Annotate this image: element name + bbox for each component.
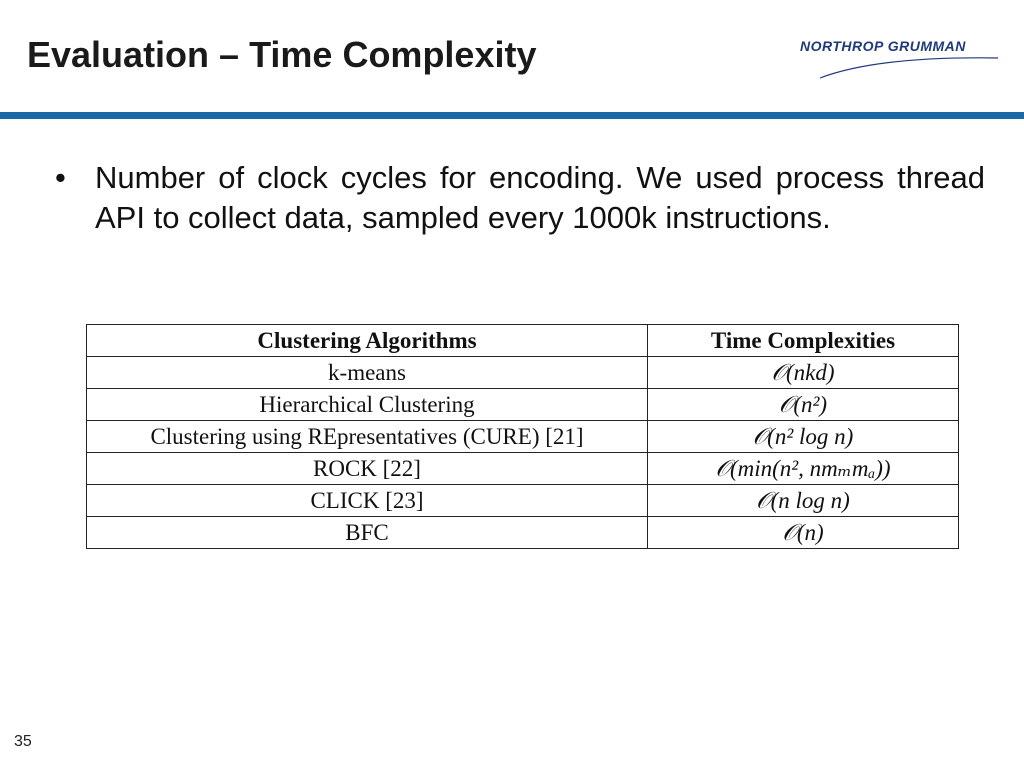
table-header-row	[87, 325, 959, 357]
title-divider	[0, 112, 1024, 119]
algorithm-cell: Hierarchical Clustering	[87, 389, 648, 421]
northrop-grumman-logo	[798, 36, 1004, 86]
table-row	[87, 421, 959, 453]
table-row	[87, 517, 959, 549]
table-row	[87, 357, 959, 389]
complexity-cell: 𝒪(n²)	[648, 389, 959, 421]
algorithm-cell: BFC	[87, 517, 648, 549]
complexity-table	[86, 324, 959, 549]
header-complexities: Time Complexities	[648, 325, 959, 357]
header-algorithms: Clustering Algorithms	[87, 325, 648, 357]
algorithm-cell: k-means	[87, 357, 648, 389]
complexity-cell: 𝒪(n)	[648, 517, 959, 549]
algorithm-cell: ROCK [22]	[87, 453, 648, 485]
logo-wordmark: NORTHROP GRUMMAN	[800, 38, 966, 54]
algorithm-cell: CLICK [23]	[87, 485, 648, 517]
complexity-cell: 𝒪(nkd)	[648, 357, 959, 389]
slide-title: Evaluation – Time Complexity	[27, 34, 537, 75]
complexity-cell: 𝒪(n log n)	[648, 485, 959, 517]
table-row	[87, 453, 959, 485]
complexity-cell: 𝒪(min(n², nmₘmₐ))	[648, 453, 959, 485]
bullet-marker: •	[55, 160, 66, 195]
logo-swoosh-icon	[798, 36, 1004, 86]
table-row	[87, 485, 959, 517]
complexity-cell: 𝒪(n² log n)	[648, 421, 959, 453]
algorithm-cell: Clustering using REpresentatives (CURE) [21]	[87, 421, 648, 453]
table-row	[87, 389, 959, 421]
page-number: 35	[14, 733, 32, 750]
bullet-item: Number of clock cycles for encoding. We used process thread API to collect data, sampled every 1000k instructions.	[95, 160, 985, 235]
